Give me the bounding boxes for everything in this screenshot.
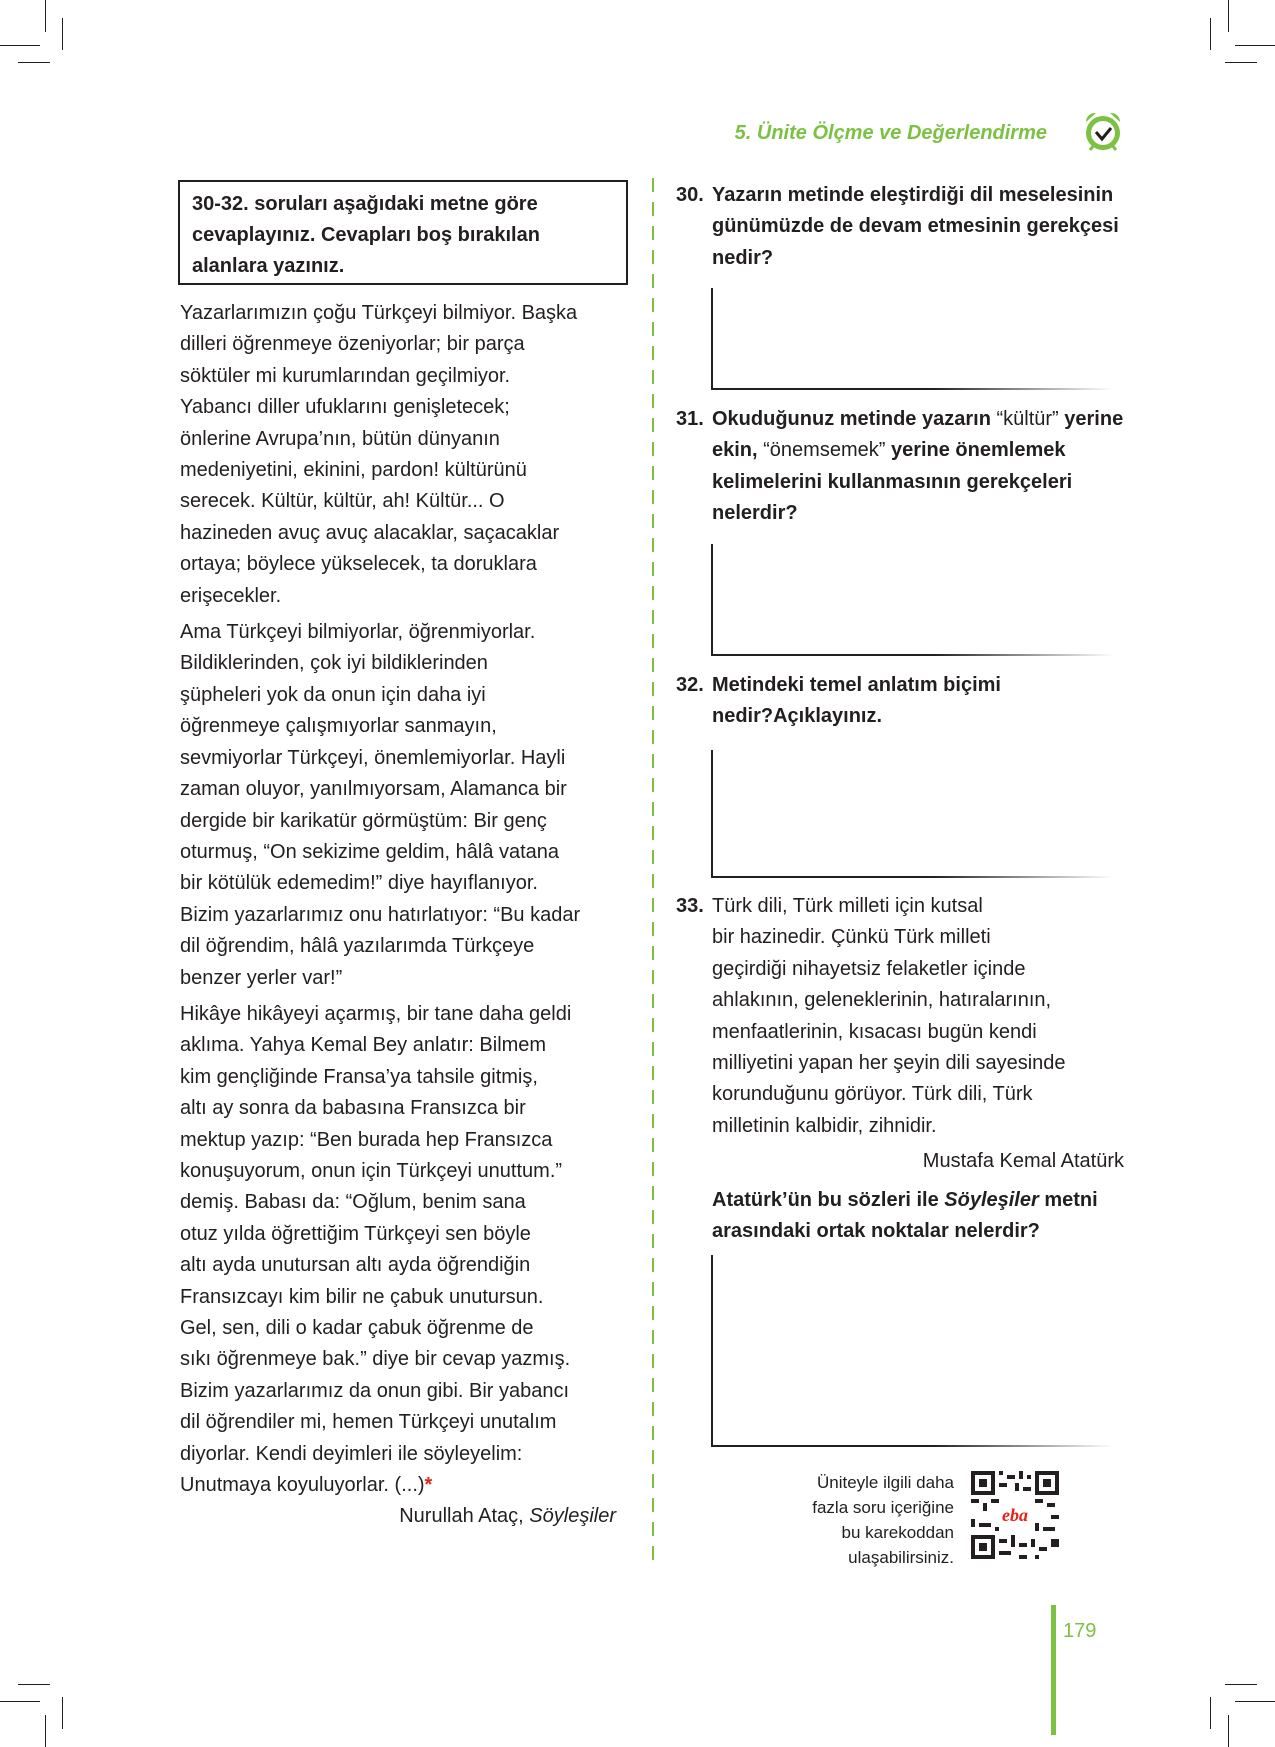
passage-paragraph: Yazarlarımızın çoğu Türkçeyi bilmiyor. Başka dilleri öğrenmeye özeniyorlar; bir parça söktüler mi kurumlarından geçilmiyor. Yabancı diller ufuklarını genişletecek; önlerine Avrupa’nın, bütün dünyanın medeniyetini, ekinini, pardon! kültürünü serecek. Kültür, kültür, ah! Kültür... O hazineden avuç avuç alacaklar, saçacaklar ortaya; böylece yükselecek, ta doruklara erişecekler. — [180, 302, 578, 607]
question-number: 32. — [676, 674, 704, 696]
answer-box-30[interactable] — [711, 288, 1113, 390]
instructions-box: 30-32. soruları aşağıdaki metne göre cevaplayınız. Cevapları boş bırakılan alanlara yazınız. — [178, 180, 628, 285]
page-number: 179 — [1063, 1620, 1097, 1642]
passage-attribution — [180, 1505, 616, 1528]
question-number: 31. — [676, 408, 704, 430]
question-33 — [676, 891, 1126, 1142]
passage-paragraph: Ama Türkçeyi bilmiyorlar, öğrenmiyorlar. Bildiklerinden, çok iyi bildiklerinden şüpheleri yok da onun için daha iyi öğrenmeye çalışmıyorlar sanmayın, sevmiyorlar Türkçeyi, önemlemiyorlar. Hayli zaman oluyor, yanılmıyorsam, Alamanca bir dergide bir karikatür görmüştüm: Bir genç oturmuş, “On sekizime geldim, hâlâ vatana bir kötülük edemedim!” diye hayıflanıyor. Bizim yazarlarımız onu hatırlatıyor: “Bu kadar dil öğrendim, hâlâ yazılarımda Türkçeye benzer yerler var!” — [180, 621, 581, 989]
unit-title: 5. Ünite Ölçme ve Değerlendirme — [734, 122, 1047, 144]
question-text: Okuduğunuz metinde yazarın “kültür” yerine ekin, “önemsemek” yerine önemlemek kelimelerini kullanmasının gerekçeleri nelerdir? — [712, 408, 1124, 525]
alarm-clock-icon — [1080, 108, 1126, 154]
footnote-star: * — [424, 1474, 433, 1497]
passage-paragraph: Hikâye hikâyeyi açarmış, bir tane daha geldi aklıma. Yahya Kemal Bey anlatır: Bilmem kim gençliğinde Fransa’ya tahsile gitmiş, altı ay sonra da babasına Fransızca bir mektup yazıp: “Ben burada hep Fransızca konuşuyorum, onun için Türkçeyi unuttum.” demiş. Babası da: “Oğlum, benim sana otuz yılda öğrettiğim Türkçeyi sen böyle altı ayda unutursan altı ayda öğrendiğin Fransızcayı kim bilir ne çabuk unutursun. Gel, sen, dili o kadar çabuk öğrenme de sıkı öğrenmeye bak.” diye bir cevap yazmış. Bizim yazarlarımız da onun gibi. Bir yabancı dil öğrendiler mi, hemen Türkçeyi unutalım diyorlar. Kendi deyimleri ile söyleyelim: Unutmaya koyuluyorlar. (...)* — [180, 1002, 572, 1497]
page-number-bar — [1051, 1605, 1056, 1735]
question-number: 30. — [676, 184, 704, 206]
quote-author: Mustafa Kemal Atatürk — [922, 1150, 1124, 1172]
qr-code-icon[interactable] — [971, 1471, 1059, 1559]
question-text: Metindeki temel anlatım biçimi nedir?Açıklayınız. — [712, 674, 1001, 728]
qr-caption: Üniteyle ilgili daha fazla soru içeriğine bu karekoddan ulaşabilirsiniz. — [812, 1473, 954, 1567]
question-text: Atatürk’ün bu sözleri ile Söyleşiler metni arasındaki ortak noktalar nelerdir? — [712, 1189, 1098, 1243]
question-text: Yazarın metinde eleştirdiği dil meselesinin günümüzde de devam etmesinin gerekçesi nedir? — [712, 184, 1119, 269]
answer-box-32[interactable] — [711, 750, 1113, 878]
column-divider — [652, 178, 654, 1568]
passage-source: Söyleşiler — [529, 1505, 616, 1527]
ataturk-quote: Türk dili, Türk milleti için kutsal bir hazinedir. Çünkü Türk milleti geçirdiği nihayetsiz felaketler içinde ahlakının, geleneklerinin, hatıralarının, menfaatlerinin, kısacası bugün kendi milliyetini yapan her şeyin dili sayesinde korunduğunu görüyor. Türk dili, Türk milletinin kalbidir, zihnidir. — [712, 895, 1066, 1137]
question-32 — [676, 670, 1126, 733]
eba-logo: eba — [1002, 1505, 1028, 1525]
question-30 — [676, 180, 1126, 274]
question-number: 33. — [676, 895, 704, 917]
question-33-prompt — [676, 1185, 1126, 1248]
passage-author: Nurullah Ataç, — [399, 1505, 524, 1527]
question-31 — [676, 404, 1126, 530]
answer-box-33[interactable] — [711, 1255, 1113, 1447]
answer-box-31[interactable] — [711, 544, 1113, 656]
reading-passage — [180, 298, 630, 1506]
